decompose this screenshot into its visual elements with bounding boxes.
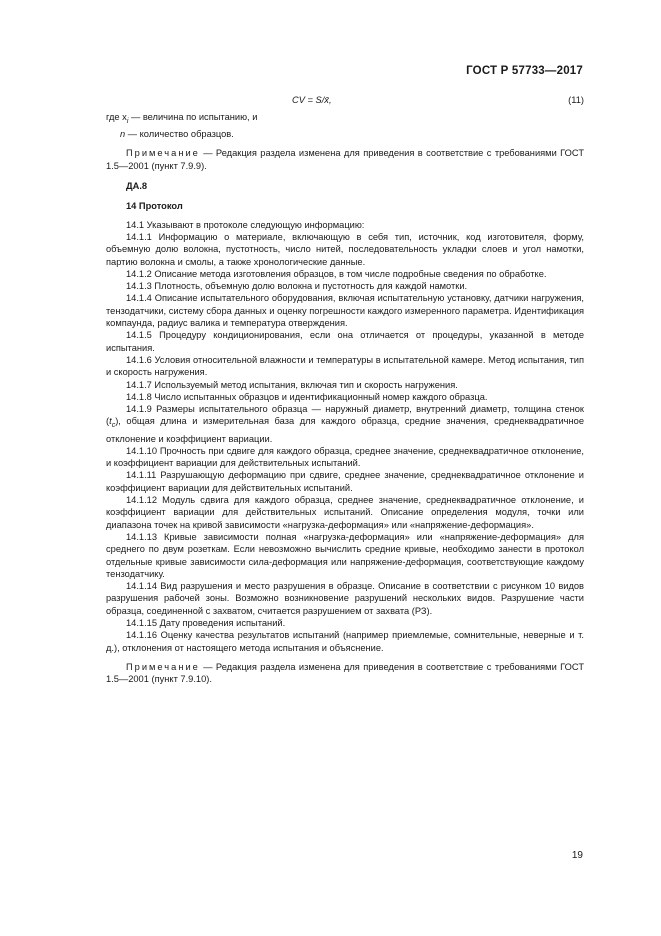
note-2: Примечание — Редакция раздела изменена для приведения в соответствие с требованиями ГОСТ 1.5—2001 (пункт 7.9.10). — [106, 661, 584, 685]
paragraph: 14.1.6 Условия относительной влажности и температуры в испытательной камере. Метод испытания, тип и скорость нагружения. — [106, 354, 584, 378]
note-label: Примечание — [126, 148, 200, 159]
where-line-1: где $x_i$ — величина по испытанию, и — [106, 112, 258, 125]
paragraph: 14.1.11 Разрушающую деформацию при сдвиге, среднее значение, среднеквадратичное отклонение и коэффициент вариации для действительных испытаний. — [106, 470, 584, 493]
paragraph: 14.1.12 Модуль сдвига для каждого образца, среднее значение, среднеквадратичное отклонение, и коэффициент вариации для действительных испытаний. Описание определения модуля, точки или диапазона точек на кривой зависимости «нагрузка-деформация» или «напряжение-деформация». — [106, 495, 584, 530]
formula-number: (11) — [568, 95, 584, 105]
where-line-2: n — количество образцов. — [120, 129, 234, 140]
section-14-title: 14 Протокол — [126, 201, 183, 212]
paragraph: 14.1.10 Прочность при сдвиге для каждого образца, среднее значение, среднеквадратичное отклонение, и коэффициент вариации для действительных испытаний. — [106, 445, 584, 469]
section-da8: ДА.8 — [126, 181, 148, 192]
paragraph: 14.1.1 Информацию о материале, включающую в себя тип, источник, код изготовителя, форму, объемную долю волокна, пустотность, число нитей, последовательность укладки слоев и угол намотки, партию волокна и смолы, а также хронологические данные. — [106, 231, 584, 267]
formula-cv: CV = S/x̄, — [292, 95, 332, 105]
paragraph: 14.1.14 Вид разрушения и место разрушения в образце. Описание в соответствии с рисунком 10 видов разрушения рабочей зоны. Возможно возникновение разрушений нескольких видов. Разрушение части образца, соединенной с захватом, считается разрушением от захвата (РЗ). — [106, 581, 584, 616]
document-body — [106, 111, 584, 685]
paragraph: 14.1 Указывают в протоколе следующую информацию: — [126, 219, 365, 230]
paragraph: 14.1.8 Число испытанных образцов и идентификационный номер каждого образца. — [126, 391, 488, 402]
paragraph: 14.1.7 Используемый метод испытания, включая тип и скорость нагружения. — [126, 379, 458, 390]
page-number: 19 — [571, 850, 583, 861]
paragraph: 14.1.5 Процедуру кондиционирования, если она отличается от процедуры, указанной в методе испытания. — [106, 330, 584, 353]
formula-line — [106, 95, 584, 109]
note-label: Примечание — [126, 661, 200, 672]
paragraph: 14.1.15 Дату проведения испытаний. — [126, 618, 286, 628]
paragraph: 14.1.13 Кривые зависимости полная «нагрузка-деформация» или «напряжение-деформация» для среднего по двум розеткам. Если невозможно вычислить средние кривые, необходимо занести в протокол отдельные кривые зависимости сила-деформация или напряжение-деформация, соответствующие каждому тензодатчику. — [106, 531, 584, 579]
note-1: Примечание — Редакция раздела изменена для приведения в соответствие с требованиями ГОСТ 1.5—2001 (пункт 7.9.9). — [106, 148, 584, 171]
paragraph: 14.1.3 Плотность, объемную долю волокна и пустотность для каждой намотки. — [126, 281, 468, 292]
document-header: ГОСТ Р 57733—2017 — [466, 65, 583, 77]
paragraph: 14.1.4 Описание испытательного оборудования, включая испытательную установку, датчики нагружения, тензодатчики, систему сбора данных и оценку погрешности каждого измеренного параметра. Идентификация компаунда, радиус валика и температура отверждения. — [106, 293, 584, 329]
paragraph: 14.1.16 Оценку качества результатов испытаний (например приемлемые, сомнительные, неверные и т. д.), отклонения от настоящего метода испытания и объяснение. — [106, 630, 584, 653]
paragraph-14-1-9: 14.1.9 Размеры испытательного образца — наружный диаметр, внутренний диаметр, толщина стенок $(t_c)$, общая длина и измерительная база для каждого образца, средние значения, среднеквадратичное отклонение и коэффициент вариации. — [106, 404, 584, 444]
paragraph: 14.1.2 Описание метода изготовления образцов, в том числе подробные сведения по обработке. — [126, 268, 547, 279]
